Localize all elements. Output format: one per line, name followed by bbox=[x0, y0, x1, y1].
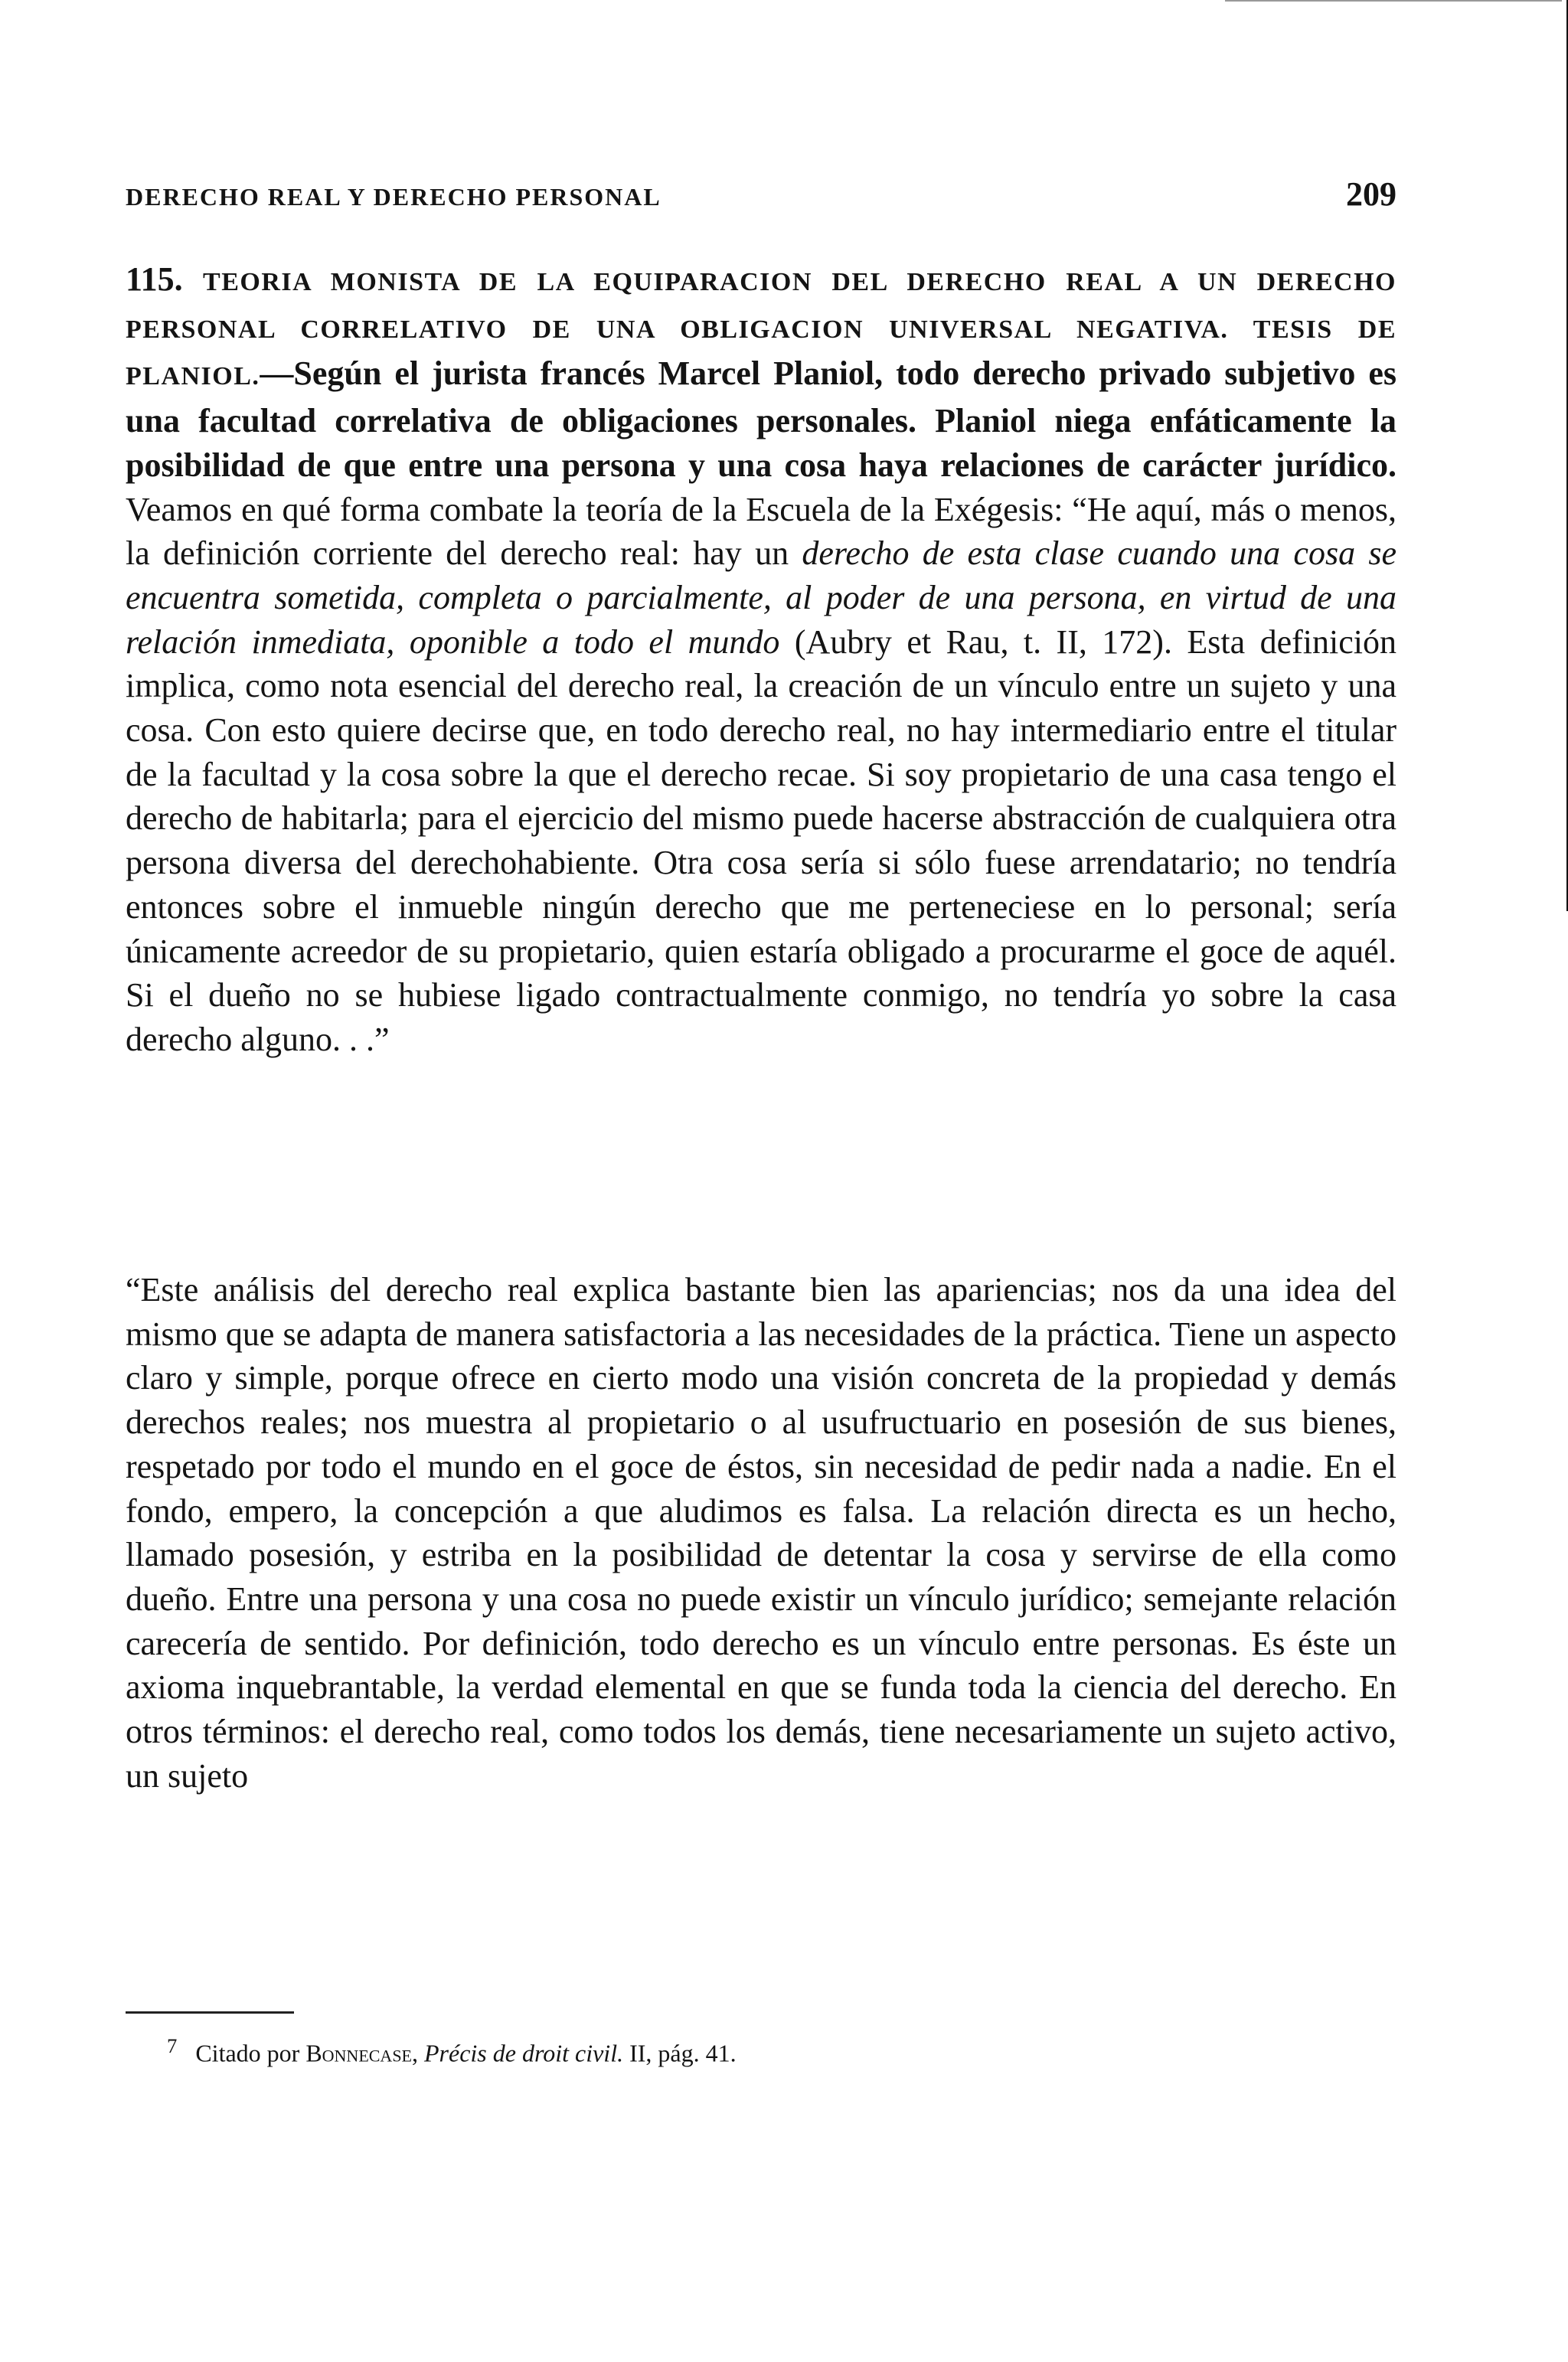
footnote-cited-by: Citado por bbox=[195, 2039, 306, 2067]
quote-paragraph: “Este análisis del derecho real explica bastante bien las apariencias; nos da una idea del mismo que se adapta de manera satisfactoria a las necesidades de la práctica. Tiene un aspecto claro y simple, porque ofrece en cierto modo una visión concreta de la propiedad y demás derechos reales; nos muestra al propietario o al usufructuario en posesión de sus bienes, respetado por todo el mundo en el goce de éstos, sin necesidad de pedir nada a nadie. En el fondo, empero, la concepción a que aludimos es falsa. La relación directa es un hecho, llamado posesión, y estriba en la posibilidad de detentar la cosa y servirse de ella como dueño. Entre una persona y una cosa no puede existir un vínculo jurídico; semejante relación carecería de sentido. Por definición, todo derecho es un vínculo entre personas. Es éste un axioma inquebrantable, la verdad elemental en que se funda toda la ciencia del derecho. En otros términos: el derecho real, como todos los demás, tiene necesariamente un sujeto activo, un sujeto bbox=[126, 1271, 1396, 1795]
footnote-ref: II, pág. 41. bbox=[623, 2039, 737, 2067]
page-number: 209 bbox=[1346, 175, 1396, 213]
running-title: DERECHO REAL Y DERECHO PERSONAL bbox=[126, 183, 662, 211]
section-body-intro: Veamos en qué forma combate la teoría de la Escuela de la Exégesis: “He aquí, más o menos, la definición corriente del derecho real: hay un bbox=[126, 490, 1396, 573]
section-body-continued: (Aubry et Rau, t. II, 172). Esta definición implica, como nota esencial del derecho real, la creación de un vínculo entre un sujeto y una cosa. Con esto quiere decirse que, en todo derecho real, no hay intermediario entre el titular de la facultad y la cosa sobre la que el derecho recae. Si soy propietario de una casa tengo el derecho de habitarla; para el ejercicio del mismo puede hacerse abstracción de cualquiera otra persona diversa del derechohabiente. Otra cosa sería si sólo fuese arrendatario; no tendría entonces sobre el inmueble ningún derecho que me perteneciese en lo personal; sería únicamente acreedor de su propietario, quien estaría obligado a procurarme el goce de aquél. Si el dueño no se hubiese ligado contractualmente conmigo, no tendría yo sobre la casa derecho alguno. . .” bbox=[126, 622, 1396, 1058]
section-lead: —Según el jurista francés Marcel Planiol, todo derecho privado subjetivo es una facultad correlativa de obligaciones personales. Planiol niega enfáticamente la posibilidad de que entre una persona y una cosa haya relaciones de carácter jurídico. bbox=[126, 354, 1396, 484]
footnote-author: Bonnecase, bbox=[305, 2039, 418, 2067]
page-top-edge bbox=[1225, 0, 1562, 2]
running-head bbox=[126, 175, 1396, 221]
section-body-quote-italic: derecho de esta clase cuando una cosa se encuentra sometida, completa o parcialmente, al poder de una persona, en virtud de una relación inmediata, oponible a todo el mundo bbox=[126, 534, 1396, 661]
footnote-rule bbox=[126, 2011, 294, 2014]
footnote-marker: 7 bbox=[167, 2034, 178, 2057]
section-number: 115. bbox=[126, 260, 183, 298]
footnote-work: Précis de droit civil. bbox=[424, 2039, 624, 2067]
footnote bbox=[167, 2029, 1315, 2070]
section-115-paragraph bbox=[126, 257, 1396, 1062]
section-heading: TEORIA MONISTA DE LA EQUIPARACION DEL DERECHO REAL A UN DERECHO PERSONAL CORRELATIVO DE UNA OBLIGACION UNIVERSAL NEGATIVA. TESIS DE PLANIOL. bbox=[126, 268, 1396, 391]
